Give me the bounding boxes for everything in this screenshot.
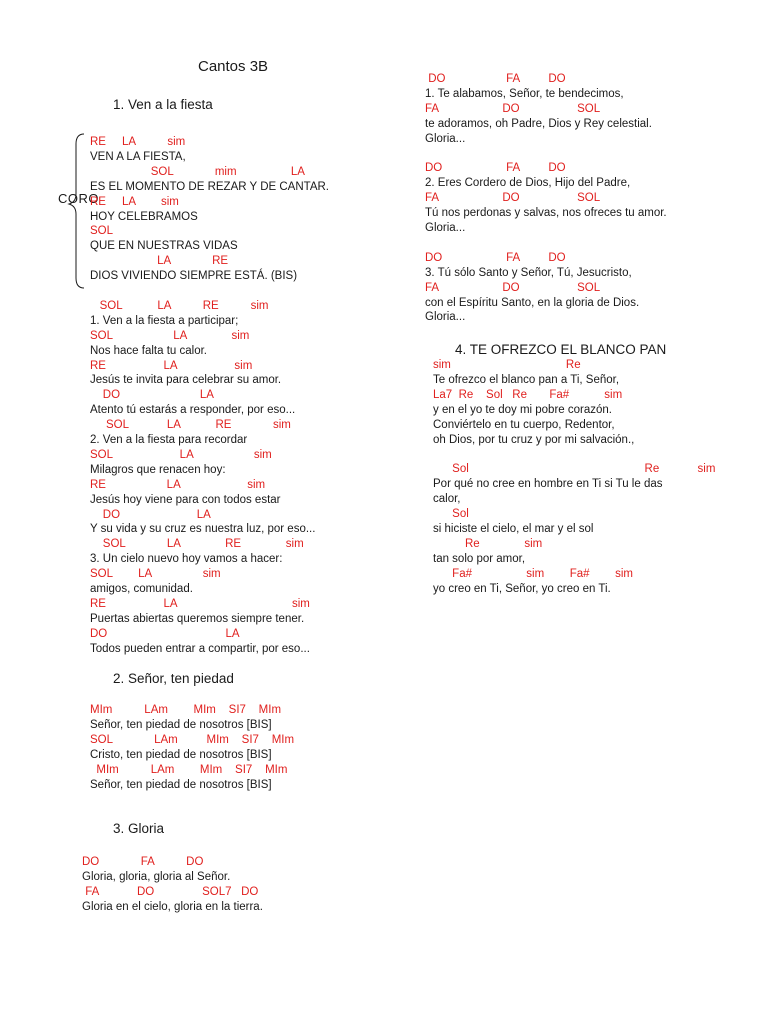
lyric-line: 2. Ven a la fiesta para recordar <box>90 434 248 446</box>
lyric-line: Gloria... <box>425 132 466 145</box>
lyric-line: Cristo, ten piedad de nosotros [BIS] <box>90 749 272 761</box>
lyric-line: amigos, comunidad. <box>90 583 193 595</box>
lyric-line: Señor, ten piedad de nosotros [BIS] <box>90 719 272 731</box>
chord-line: RE LA sim <box>90 478 266 491</box>
lyric-line: y en el yo te doy mi pobre corazón. <box>433 403 612 416</box>
chord-line: SOL <box>90 225 114 238</box>
chord-line: DO LA <box>90 627 240 640</box>
chorus-brace <box>66 132 90 292</box>
lyric-line: Jesús hoy viene para con todos estar <box>90 493 281 506</box>
chord-line: SOL LA sim <box>90 448 272 461</box>
song-1-heading: 1. Ven a la fiesta <box>113 97 213 112</box>
chord-line: Re sim <box>433 537 543 550</box>
lyric-line: DIOS VIVIENDO SIEMPRE ESTÁ. (BIS) <box>90 270 298 283</box>
chord-line: DO FA DO <box>82 856 204 868</box>
chord-line: FA DO SOL <box>425 192 601 205</box>
chord-line: DO LA <box>90 389 214 402</box>
song-3-heading: 3. Gloria <box>113 821 165 836</box>
song-4-heading: 4. TE OFREZCO EL BLANCO PAN <box>455 342 667 357</box>
lyric-line: 1. Te alabamos, Señor, te bendecimos, <box>425 87 624 100</box>
chord-line: RE LA sim <box>90 136 186 148</box>
lyric-line: ES EL MOMENTO DE REZAR Y DE CANTAR. <box>90 180 329 193</box>
lyric-line: Y su vida y su cruz es nuestra luz, por eso... <box>90 523 316 536</box>
chord-line: RE LA sim <box>90 195 179 208</box>
lyric-line: Jesús te invita para celebrar su amor. <box>90 374 282 387</box>
chord-line: DO FA DO <box>425 251 566 264</box>
chord-line: LA RE <box>90 255 229 268</box>
chord-line: DO FA DO <box>425 162 566 175</box>
lyric-line: con el Espíritu Santo, en la gloria de Dios. <box>425 296 640 309</box>
lyric-line: Nos hace falta tu calor. <box>90 344 207 357</box>
chord-line: MIm LAm MIm SI7 MIm <box>90 764 288 776</box>
chord-line: DO LA <box>90 508 211 521</box>
chorus-label: CORO <box>58 191 99 206</box>
lyric-line: Atento tú estarás a responder, por eso... <box>90 404 296 417</box>
lyric-line: calor, <box>433 493 461 506</box>
lyric-line: Gloria... <box>425 222 466 234</box>
lyric-line: tan solo por amor, <box>433 552 526 565</box>
chord-line: FA DO SOL <box>425 281 601 294</box>
lyric-line: QUE EN NUESTRAS VIDAS <box>90 240 238 253</box>
chord-line: SOL LA RE sim <box>90 538 304 551</box>
chord-line: sim Re <box>433 359 581 371</box>
chord-line: RE LA sim <box>90 597 310 610</box>
document-title: Cantos 3B <box>198 58 269 75</box>
lyric-line: Gloria... <box>425 311 466 324</box>
chord-line: SOL LAm MIm SI7 MIm <box>90 734 295 746</box>
chord-line: SOL LA RE sim <box>90 419 291 432</box>
lyric-line: Gloria, gloria, gloria al Señor. <box>82 871 231 883</box>
chord-line: RE LA sim <box>90 359 253 372</box>
lyric-line: 1. Ven a la fiesta a participar; <box>90 314 239 327</box>
chord-line: Sol Re sim <box>433 463 716 476</box>
chord-line: Sol <box>433 508 469 520</box>
lyric-line: HOY CELEBRAMOS <box>90 210 198 223</box>
lyric-line: Por qué no cree en hombre en Ti si Tu le das <box>433 478 663 491</box>
lyric-line: Gloria en el cielo, gloria en la tierra. <box>82 901 263 913</box>
lyric-line: 2. Eres Cordero de Dios, Hijo del Padre, <box>425 177 631 190</box>
lyric-line: si hiciste el cielo, el mar y el sol <box>433 522 594 535</box>
lyric-line: te adoramos, oh Padre, Dios y Rey celestial. <box>425 117 652 130</box>
chord-line: SOL LA RE sim <box>90 299 269 312</box>
lyric-line: 3. Un cielo nuevo hoy vamos a hacer: <box>90 553 283 566</box>
chord-line: MIm LAm MIm SI7 MIm <box>90 704 282 716</box>
chord-line: DO FA DO <box>425 73 566 85</box>
lyric-line: VEN A LA FIESTA, <box>90 150 186 163</box>
lyric-line: Puertas abiertas queremos siempre tener. <box>90 612 305 625</box>
lyric-line: Tú nos perdonas y salvas, nos ofreces tu amor. <box>425 207 667 220</box>
song-2-heading: 2. Señor, ten piedad <box>113 671 234 686</box>
chord-line: Fa# sim Fa# sim <box>433 567 634 580</box>
chord-line: SOL LA sim <box>90 329 250 342</box>
lyric-line: Señor, ten piedad de nosotros [BIS] <box>90 779 272 791</box>
chord-line: FA DO SOL7 DO <box>82 886 259 898</box>
chord-line: La7 Re Sol Re Fa# sim <box>433 388 623 401</box>
lyric-line: Te ofrezco el blanco pan a Ti, Señor, <box>433 373 620 386</box>
chord-line: SOL LA sim <box>90 568 221 581</box>
chord-line: FA DO SOL <box>425 102 601 115</box>
lyric-line: 3. Tú sólo Santo y Señor, Tú, Jesucristo, <box>425 266 632 279</box>
chord-line: SOL mim LA <box>90 165 305 178</box>
lyric-line: Todos pueden entrar a compartir, por eso... <box>90 642 310 655</box>
lyric-line: Conviértelo en tu cuerpo, Redentor, <box>433 418 615 431</box>
lyric-line: oh Dios, por tu cruz y por mi salvación., <box>433 433 635 446</box>
lyric-line: yo creo en Ti, Señor, yo creo en Ti. <box>433 582 611 595</box>
lyric-line: Milagros que renacen hoy: <box>90 463 226 476</box>
